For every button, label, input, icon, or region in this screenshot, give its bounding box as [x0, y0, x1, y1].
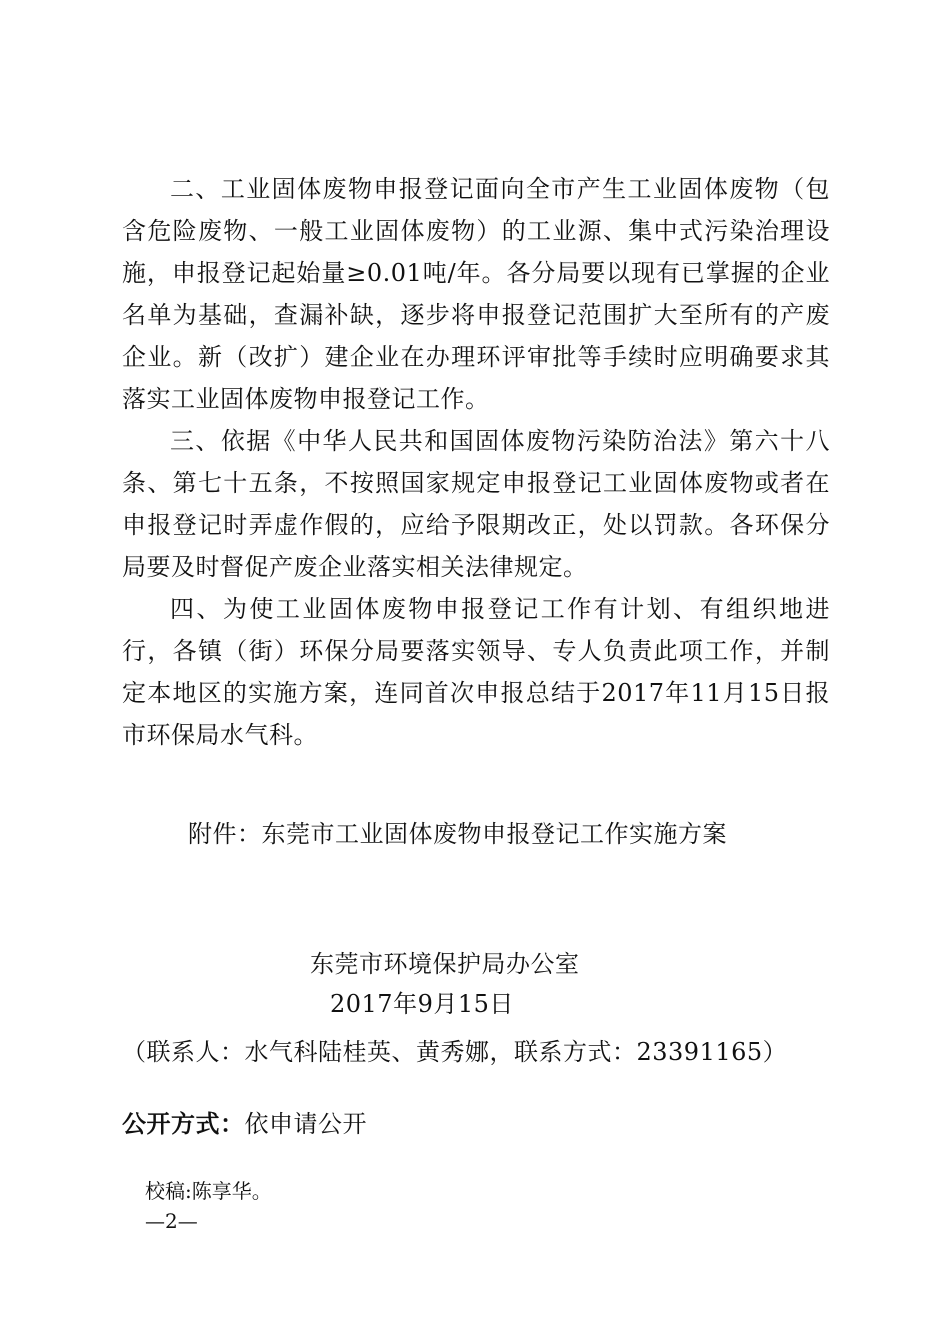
attachment-line: 附件：东莞市工业固体废物申报登记工作实施方案	[188, 820, 727, 848]
contact-info: （联系人：水气科陆桂英、黄秀娜，联系方式：23391165）	[122, 1038, 788, 1066]
signoff-date: 2017年9月15日	[330, 990, 514, 1018]
proofreader-note: 校稿:陈享华。	[145, 1179, 272, 1203]
body-paragraph-3: 三、依据《中华人民共和国固体废物污染防治法》第六十八条、第七十五条，不按照国家规定申报登记工业固体废物或者在申报登记时弄虚作假的，应给予限期改正，处以罚款。各环保分局要及时督促产废企业落实相关法律规定。	[122, 427, 830, 581]
disclosure-line	[122, 1108, 367, 1140]
page-number: —2—	[145, 1209, 198, 1233]
body-paragraph-4: 四、为使工业固体废物申报登记工作有计划、有组织地进行，各镇（街）环保分局要落实领导、专人负责此项工作，并制定本地区的实施方案，连同首次申报总结于2017年11月15日报市环保局水气科。	[122, 595, 830, 749]
signoff-organization: 东莞市环境保护局办公室	[310, 950, 580, 978]
disclosure-value: 依申请公开	[244, 1110, 367, 1138]
body-paragraph-2: 二、工业固体废物申报登记面向全市产生工业固体废物（包含危险废物、一般工业固体废物）的工业源、集中式污染治理设施，申报登记起始量≥0.01吨/年。各分局要以现有已掌握的企业名单为基础，查漏补缺，逐步将申报登记范围扩大至所有的产废企业。新（改扩）建企业在办理环评审批等手续时应明确要求其落实工业固体废物申报登记工作。	[122, 175, 830, 413]
disclosure-label: 公开方式：	[122, 1110, 245, 1138]
